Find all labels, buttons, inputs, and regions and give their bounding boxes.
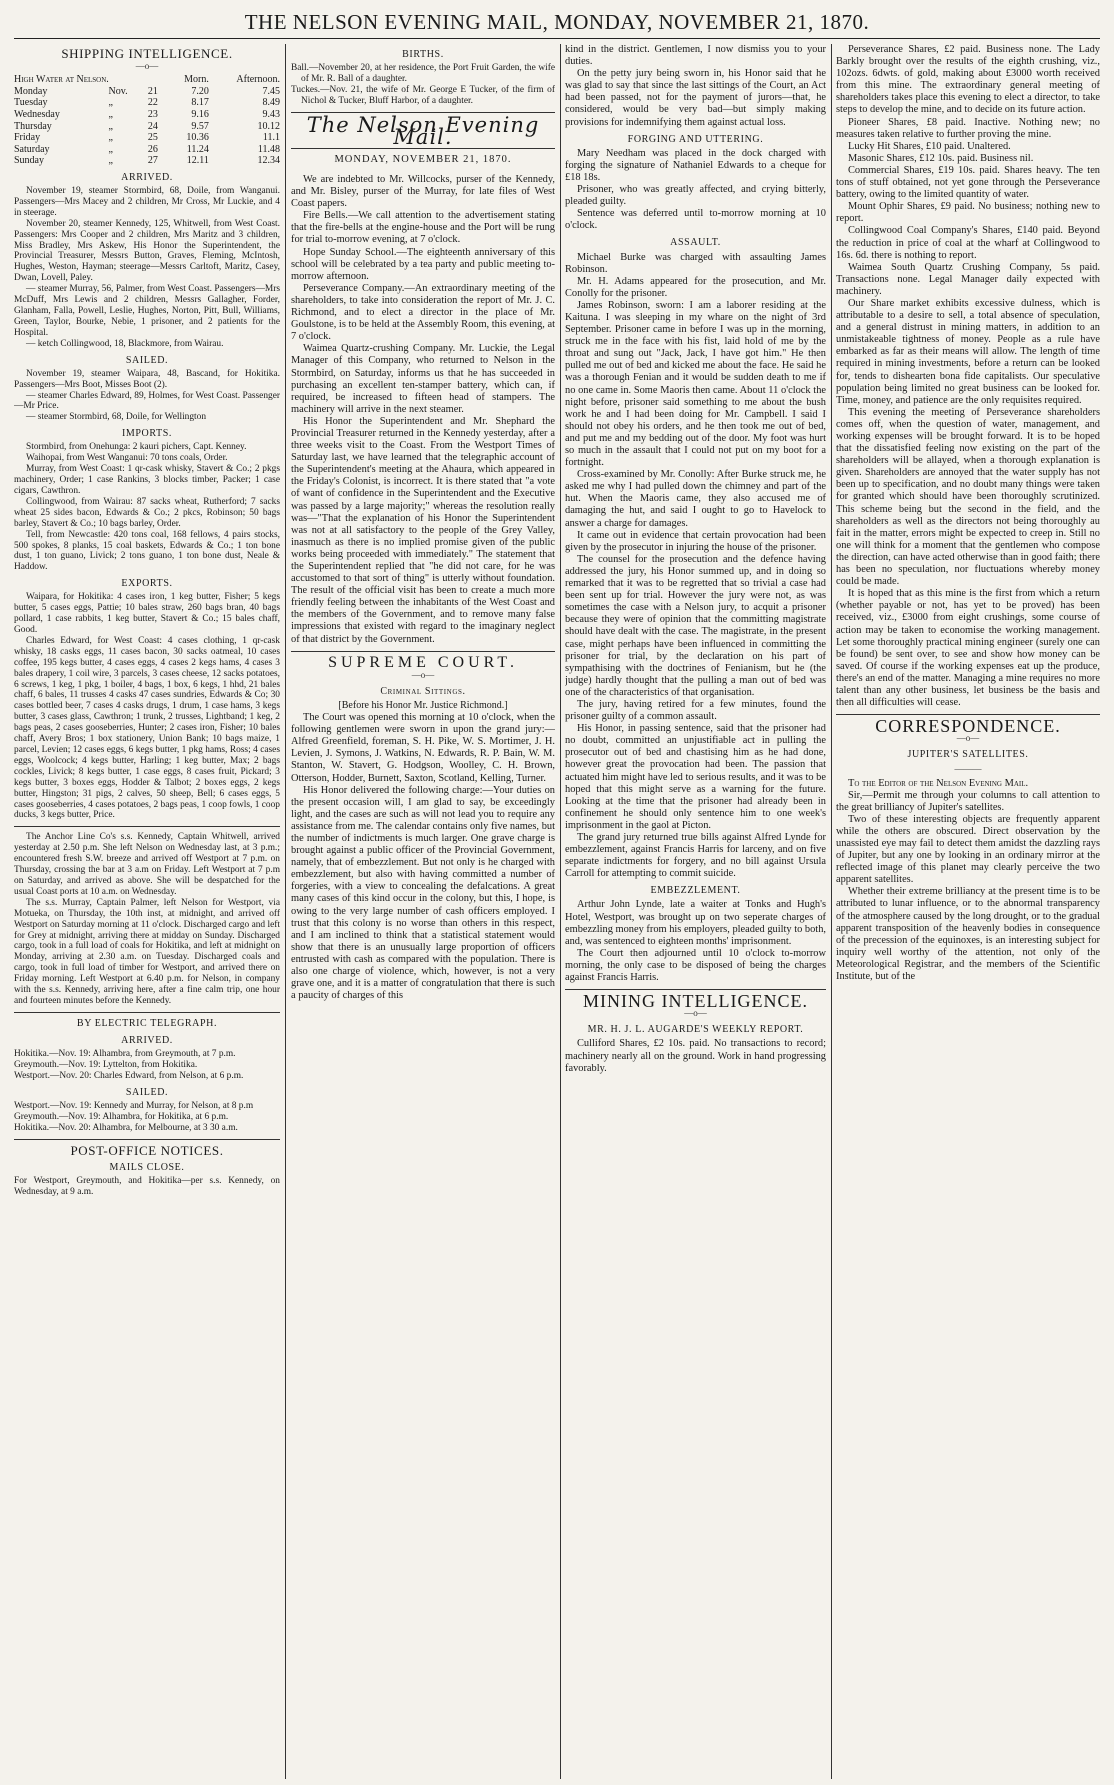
paragraph: Mary Needham was placed in the dock charged with forging the signature of Nathaniel Edwards to a cheque for £18 18s. bbox=[565, 147, 826, 183]
tide-date: 26 bbox=[147, 143, 158, 155]
tide-month: „ bbox=[108, 143, 113, 155]
paragraph: Perseverance Company.—An extraordinary meeting of the shareholders, to take into consideration the report of Mr. J. C. Richmond, and to elect a director in the place of Mr. Goulstone, is to be held at the Assembly Room, this evening, at 7 o'clock. bbox=[291, 282, 555, 343]
court-paragraphs bbox=[291, 712, 555, 1002]
list-item: Westport.—Nov. 19: Kennedy and Murray, for Nelson, at 8 p.m bbox=[14, 1100, 254, 1111]
tide-row bbox=[14, 97, 280, 109]
paragraph: It is hoped that as this mine is the first from which a return (whether payable or not, has yet to be proved) has been received, viz., £3000 from eight crushings, some course of action may be taken to economise the working management. Let some thoroughly practical mining engineer (surely one can be found) be sent over, to see and show how money can be saved. Of course if the working expenses eat up the produce, there's an end of the matter. Managing a mine requires no more talent than any other business, let business be the basis and then all difficulties will cease. bbox=[836, 588, 1100, 709]
tide-morn: 8.17 bbox=[191, 97, 209, 109]
list-item: Waihopai, from West Wanganui: 70 tons coals, Order. bbox=[26, 453, 228, 464]
ornament-divider: —o— bbox=[411, 669, 435, 680]
list-item: The Anchor Line Co's s.s. Kennedy, Captain Whitwell, arrived yesterday at 2.50 p.m. She left Nelson on Wednesday last, at 3 p.m.; encountered fresh S.W. breeze and arrived off Westport at 7 p.m. on Thursday, crossing the bar at 3 a.m on Friday. Left Westport at 7 p.m on Saturday, and arrived as above. She will be despatched for the usual Coast ports at 10 a.m. on Wednesday. bbox=[14, 832, 280, 897]
post-office-heading: POST-OFFICE NOTICES. bbox=[70, 1142, 224, 1158]
tide-date: 22 bbox=[147, 97, 158, 109]
tide-aft: 9.43 bbox=[262, 108, 280, 120]
exports-heading: EXPORTS. bbox=[121, 578, 173, 590]
tide-row bbox=[14, 121, 280, 133]
masthead-title: THE NELSON EVENING MAIL, MONDAY, NOVEMBER 21, 1870. bbox=[244, 10, 870, 34]
telegraph-heading: BY ELECTRIC TELEGRAPH. bbox=[76, 1017, 218, 1029]
tide-row bbox=[14, 144, 280, 156]
paragraph: Mount Ophir Shares, £9 paid. No business; nothing new to report. bbox=[836, 201, 1100, 225]
paragraph: This evening the meeting of Perseverance shareholders comes off, when the question of water, management, and working expenses will be brought forward. It is to be hoped that the dissatisfied feeling now existing on the part of the shareholders will be allayed, when a thorough explanation is given. Shareholders are annoyed that the water supply has not been up to specification, and no doubt many things were taken for granted which should have been thoroughly scrutinized. This scheme being but the second in the field, and the shareholders as well as the directors not being thoroughly au fait in the matter, errors might be expected to creep in. Still no one will think for a moment that the gentlemen who compose the direction, can have acted otherwise than in good faith; there has been no speculation, nor fluctuations whereby money could be made. bbox=[836, 406, 1100, 588]
shipping-heading: SHIPPING INTELLIGENCE. bbox=[61, 46, 233, 61]
forging-heading: FORGING AND UTTERING. bbox=[627, 133, 764, 145]
paper-nameplate: The Nelson Evening Mail. bbox=[306, 112, 540, 149]
list-item: Collingwood, from Wairau: 87 sacks wheat, Rutherford; 7 sacks wheat 25 sides bacon, Edwards & Co.; 2 pkcs, Robinson; 50 bags barley, Stavert & Co.; 10 bags barley, Order. bbox=[14, 496, 280, 529]
paragraph: Hope Sunday School.—The eighteenth anniversary of this school will be celebrated by a tea party and public meeting to-morrow afternoon. bbox=[291, 246, 555, 282]
masthead bbox=[0, 0, 1114, 40]
list-item: — steamer Stormbird, 68, Doile, for Wellington bbox=[26, 412, 207, 423]
section-rule bbox=[836, 714, 1100, 715]
list-item: The s.s. Murray, Captain Palmer, left Nelson for Westport, via Motueka, on Thursday, the 10th inst, at midnight, and arrived off Westport on Saturday morning at 11 o'clock. Discharged cargo and left for Grey at midnight, arriving there at midday on Sunday. Discharged cargo, took in a full load of coals for Hokitika, and left at midnight on Monday, arriving at 2.30 a.m. on Tuesday. Discharged coals and cargo, took in full load of timber for Westport, and arrived there on Friday morning. Left Westport at 6.40 p.m. for Nelson, in company with the s.s. Kennedy, arriving here, after a fine calm trip, one hour and fourteen minutes before the Kennedy. bbox=[14, 897, 280, 1006]
list-item: — steamer Murray, 56, Palmer, from West Coast. Passengers—Mrs McDuff, Mrs Lewis and 2 children, Messrs Gallagher, Forder, Glanham, Falla, Powell, Leslie, Hughes, Norton, Pitt, Bull, Williams, Green, Taylor, Bourke, Nebie, 1 prisoner, and 2 patients for the Hospital. bbox=[14, 284, 280, 338]
column-divider bbox=[285, 44, 286, 1779]
tide-morn: 12.11 bbox=[186, 155, 209, 167]
list-item: Tuckes.—Nov. 21, the wife of Mr. George E Tucker, of the firm of Nichol & Tucker, Bluff Harbor, of a daughter. bbox=[291, 84, 555, 106]
paragraph: Fire Bells.—We call attention to the advertisement stating that the fire-bells at the engine-house and the Port will be rung for trial to-morrow evening, at 7 o'clock. bbox=[291, 210, 555, 246]
tide-row bbox=[14, 109, 280, 121]
tide-aft: 11.48 bbox=[257, 143, 280, 155]
paragraph: The jury, having retired for a few minutes, found the prisoner guilty of a common assault. bbox=[565, 698, 826, 723]
list-item: Greymouth.—Nov. 19: Alhambra, for Hokitika, at 6 p.m. bbox=[14, 1111, 229, 1122]
list-item: Waipara, for Hokitika: 4 cases iron, 1 keg butter, Fisher; 5 kegs butter, 5 cases eggs, Pattie; 10 bales straw, 260 bags bran, 40 bags pollard, 1 case rabbits, 1 keg butter, Stavert & Co.; 15 bales chaff, Good. bbox=[14, 592, 280, 636]
tide-month: „ bbox=[108, 97, 113, 109]
paragraph: Culliford Shares, £2 10s. paid. No transactions to record; machinery nearly all on the ground. Work in hand progressing favorably. bbox=[565, 1038, 826, 1074]
shipping-notices bbox=[14, 832, 280, 1007]
tide-day: Saturday bbox=[14, 143, 50, 155]
tide-col-afternoon: Afternoon. bbox=[236, 74, 280, 86]
arrived-list bbox=[14, 186, 280, 350]
paragraph: Our Share market exhibits excessive dulness, which is attributable to a desire to sell, a total absence of speculation, and a general distrust in mining matters, in addition to an unmistakeable tightness of money. People as a rule have embarked as far as their means will allow. The length of time required in mining investments, before a return can be looked for, tends to dishearten bona fide capitalists. Our speculative population being limited no great business can be looked for. Time, money, and patience are the only requisites required. bbox=[836, 297, 1100, 406]
tide-month: „ bbox=[108, 155, 113, 167]
tide-day: Sunday bbox=[14, 155, 44, 167]
column-2 bbox=[291, 44, 555, 1781]
tide-date: 25 bbox=[147, 132, 158, 144]
tide-col-morn: Morn. bbox=[184, 74, 209, 86]
tide-date: 21 bbox=[147, 85, 158, 97]
paragraph: Lucky Hit Shares, £10 paid. Unaltered. bbox=[848, 140, 1011, 152]
paragraph: Commercial Shares, £19 10s. paid. Shares heavy. The ten tons of stuff obtained, not yet gone through the Perseverance battery, owing to the limited quantity of water. bbox=[836, 164, 1100, 201]
telegraph-sailed-list bbox=[14, 1101, 280, 1134]
list-item: November 20, steamer Kennedy, 125, Whitwell, from West Coast. Passengers: Mrs Cooper and 2 children, Mrs Maritz and 3 children, Miss Bradley, Mrs Askew, His Honor the Superintendent, the Provincial Treasurer, Messrs Button, Graves, Fleming, McIntosh, Hughes, Weston, Hayman; steerage—Messrs Carltoft, Maritz, Casey, Dwan, Lovell, Paley. bbox=[14, 218, 280, 284]
paragraph: The grand jury returned true bills against Alfred Lynde for embezzlement, against Francis Harris for larceny, and on five separate indictments for forgery, and no bill against Ursula Carroll for attempting to commit suicide. bbox=[565, 832, 826, 880]
tide-day: Wednesday bbox=[14, 108, 60, 120]
paragraph: Perseverance Shares, £2 paid. Business none. The Lady Barkly brought over the results of the eighth crushing, viz., 102ozs. 6dwts. of gold, making about £3000 worth received from this mine. The extraordinary general meeting of shareholders takes place this evening to elect a director, to take steps to develop the mine, and to decide on its future action. bbox=[836, 44, 1100, 116]
paragraph: The Court was opened this morning at 10 o'clock, when the following gentlemen were sworn in upon the grand jury:—Alfred Greenfield, foreman, S. H. Pike, W. S. Mortimer, J. H. Levien, J. Symons, J. Watkins, N. Edwards, R. P. Bain, W. M. Stanton, W. Stavert, G. Hodgson, Woolley, C. H. Brown, Otterson, Hodder, Burnett, Saxton, Scotland, Kelling, Turner. bbox=[291, 712, 555, 784]
list-item: Charles Edward, for West Coast: 4 cases clothing, 1 qr-cask whisky, 18 casks eggs, 11 cases bacon, 30 sacks oatmeal, 10 cases coffee, 195 kegs butter, 4 cases eggs, 4 cases 2 kegs hams, 4 cases 3 bales drapery, 1 coil wire, 3 parcels, 3 cases cheese, 12 sacks potatoes, 6 screws, 1 keg, 1 pkg, 1 boiler, 4 bags, 1 box, 6 kegs, 1 hhd, 21 bales chaff, 6 bales, 11 trusses 4 casks 47 cases sundries, Edwards & Co; 30 cases bottled beer, 7 cases 4 casks drugs, 1 drum, 1 case hams, 3 kegs butter, 3 cases glass, Cawthron; 1 trunk, 2 trusses, Lightband; 1 keg, 2 bags peas, 2 cases gooseberries, Hunter; 2 cases iron, Fisher; 10 bales chaff, Avery Bros; 1 box stationery, Union Bank; 10 bags maize, 1 parcel, Levien; 12 cases eggs, 6 kegs butter, 1 pkg hams, Ross; 4 cases eggs, Woolcock; 4 kegs butter, Harling; 1 keg butter, Max; 2 bags cockles, Livick; 8 kegs butter, 1 case eggs, 8 cases fruit, Pickard; 3 kegs butter, 3 boxes eggs, Hodder & Talbot; 2 boxes eggs, 2 kegs butter, Hingston; 31 pigs, 2 calves, 50 sheep, Bell; 6 cases eggs, 5 cases gooseberries, 4 cases potatoes, 2 bags peas, 1 coop fowls, 1 coop ducks, 3 kegs butter, Price. bbox=[14, 635, 280, 821]
embezzlement-heading: EMBEZZLEMENT. bbox=[650, 885, 741, 897]
list-item: Greymouth.—Nov. 19: Lyttelton, from Hokitika. bbox=[14, 1059, 198, 1070]
imports-heading: IMPORTS. bbox=[121, 428, 173, 440]
tide-row bbox=[14, 132, 280, 144]
tide-aft: 8.49 bbox=[262, 97, 280, 109]
tide-month: Nov. bbox=[108, 85, 128, 97]
paragraph: Pioneer Shares, £8 paid. Inactive. Nothing new; no measures taken relative to further proving the mine. bbox=[836, 116, 1100, 140]
tide-day: Friday bbox=[14, 132, 41, 144]
tide-morn: 7.20 bbox=[191, 85, 209, 97]
ornament-divider: —o— bbox=[135, 61, 159, 72]
correspondence-subheading: JUPITER'S SATELLITES. bbox=[907, 749, 1029, 761]
tide-row bbox=[14, 155, 280, 167]
list-item: Westport.—Nov. 20: Charles Edward, from Nelson, at 6 p.m. bbox=[14, 1070, 244, 1081]
tide-morn: 9.57 bbox=[191, 120, 209, 132]
mails-close-heading: MAILS CLOSE. bbox=[109, 1161, 185, 1173]
list-item: Murray, from West Coast: 1 qr-cask whisky, Stavert & Co.; 2 pkgs machinery, Order; 1 case Rankins, 3 blocks timber, Packer; 1 case cigars, Cawthron. bbox=[14, 464, 280, 496]
criminal-sittings-heading: Criminal Sittings. bbox=[380, 685, 466, 697]
masthead-rule bbox=[14, 38, 1100, 39]
list-item: November 19, steamer Stormbird, 68, Doile, from Wanganui. Passengers—Mrs Macey and 2 children, Mr Cross, Mr Luckie, and 4 in steerage. bbox=[14, 186, 280, 218]
tide-header-row bbox=[14, 74, 280, 86]
assault-heading: ASSAULT. bbox=[670, 237, 721, 249]
sailed-list bbox=[14, 369, 280, 424]
tide-morn: 11.24 bbox=[186, 143, 209, 155]
paragraph: His Honor delivered the following charge:—Your duties on the present occasion will, I am glad to say, be exceedingly light, and the cases are such as will not lead you to require any assistance from me. The calendar contains only five names, but the number of indictments is much larger. One grave charge is brought against a public officer of the Provincial Government, namely, that of embezzlement. But not only is he charged with embezzlement, but also with having committed a number of forgeries, with a view to concealing the defalcations. A great many cases of this kind occur in the colony, but this, I hope, is owing to the very large number of cash officers employed. I trust that this colony is no worse than others in this respect, and I am inclined to think that a statistical statement would show that there is an unusually large proportion of officers entrusted with cash as compared with the population. There is also one charge of violence, which, however, is not a very grave one, and it is a matter of congratulation that there is such a paucity of charges of this bbox=[291, 784, 555, 1002]
tide-aft: 11.1 bbox=[262, 132, 280, 144]
tide-aft: 12.34 bbox=[257, 155, 280, 167]
list-item: Hokitika.—Nov. 20: Alhambra, for Melbourne, at 3 30 a.m. bbox=[14, 1122, 238, 1133]
births-list bbox=[291, 63, 555, 107]
paragraph: James Robinson, sworn: I am a laborer residing at the Kaituna. I was sleeping in my whare on the night of 3rd September. Prisoner came in before I was up in the morning, struck me in the face with his fist, laid hold of me by the throat and sung out "Jack, Jack, I have got him." He then pulled me out of bed and kicked me about the face. He said he was a thorough Fenian and it would be sudden death to me if no one came in. Some Maoris then came. About 11 o'clock the night before, prisoner said something to me about the bush work he and I had been doing for Mr. Campbell. I said I should not obey his orders, and he then took me out of bed, and put me and my bedding out of the door. My foot was hurt so much in the assault that I could not put on my boot for a fortnight. bbox=[565, 299, 826, 469]
telegraph-arrived-list bbox=[14, 1049, 280, 1082]
supreme-court-heading: SUPREME COURT. bbox=[328, 653, 518, 671]
leader-date: MONDAY, NOVEMBER 21, 1870. bbox=[334, 153, 512, 165]
paragraph: Sir,—Permit me through your columns to call attention to the great brilliancy of Jupiter's satellites. bbox=[836, 789, 1100, 813]
list-item: Hokitika.—Nov. 19: Alhambra, from Greymouth, at 7 p.m. bbox=[14, 1049, 236, 1060]
paragraph: Cross-examined by Mr. Conolly: After Burke struck me, he asked me why I had pulled down the chimney and part of the hut. When the Maoris came, they also accused me of damaging the hut, and said I ought to go to Havelock to answer a charge for damages. bbox=[565, 469, 826, 529]
paragraph: Whether their extreme brilliancy at the present time is to be attributed to lunar influence, or to the abnormal transparency of the atmosphere caused by the long drought, or to the gradual apparent transposition of the heavenly bodies in consequence of the precession of the equinoxes, is an interesting subject for inquiry well worthy of the attention, not only of the Meteorological Registrar, and the members of the Scientific Institute, but of the bbox=[836, 886, 1100, 983]
leader-paragraphs bbox=[291, 174, 555, 646]
tide-month: „ bbox=[108, 108, 113, 120]
tide-morn: 10.36 bbox=[186, 132, 209, 144]
paragraph: We are indebted to Mr. Willcocks, purser of the Kennedy, and Mr. Bisley, purser of the Murray, for late files of West Coast papers. bbox=[291, 174, 555, 210]
tide-heading: High Water at Nelson. bbox=[14, 74, 109, 86]
paragraph: On the petty jury being sworn in, his Honor said that he was glad to say that since the last sittings of the Court, an Act had been passed, not for the payment of jurors—that, he considered, would be very bad—but simply making provisions for indemnifying them against actual loss. bbox=[565, 68, 826, 128]
correspondence-heading: CORRESPONDENCE. bbox=[875, 716, 1061, 737]
paragraph: Masonic Shares, £12 10s. paid. Business nil. bbox=[848, 152, 1034, 164]
paragraph: His Honor the Superintendent and Mr. Shephard the Provincial Treasurer returned in the Kennedy yesterday, after a three weeks visit to the Coast. From the Westport Times of Saturday last, we have learned that the telegraphic account of the Superintendent's meeting at the Ahaura, which appeared in the Friday's Colonist, is incorrect. It is there stated that "a vote of want of confidence in the Superintendent and the Executive was passed by a large majority;" whereas the resolution really was—"That the explanation of his Honor the Superintendent was not at all satisfactory to the people of the Grey Valley, inasmuch as there is no implied promise given of the public works being proceeded with immediately." The statement that the Superintendent replied that "he did not care, for he was accustomed to that sort of thing" is utterly without foundation. The result of the official visit has been to create a much more friendly feeling between the inhabitants of the West Coast and the members of the Government, and to remove many false impressions that existed with regard to the imaginary neglect of that district by the Government. bbox=[291, 415, 555, 645]
tide-day: Tuesday bbox=[14, 97, 48, 109]
section-rule bbox=[565, 989, 826, 990]
sailed-heading: SAILED. bbox=[125, 354, 169, 366]
list-item: Ball.—November 20, at her residence, the Port Fruit Garden, the wife of Mr. R. Ball of a daughter. bbox=[291, 63, 555, 84]
paragraph: Michael Burke was charged with assaulting James Robinson. bbox=[565, 251, 826, 275]
tide-row bbox=[14, 86, 280, 98]
paragraph: Two of these interesting objects are frequently apparent while the others are obscured. Direct observation by the unassisted eye may fail to detect them amidst the dazzling rays of Jupiter, but any one by looking in an ordinary mirror at the reflected image of this planet may clearly perceive the two apparent satellites. bbox=[836, 813, 1100, 886]
column-divider bbox=[831, 44, 832, 1779]
mining-report-heading: MR. H. J. L. AUGARDE'S WEEKLY REPORT. bbox=[587, 1024, 804, 1036]
ornament-divider: ——— bbox=[954, 764, 982, 775]
exports-list bbox=[14, 592, 280, 821]
column-4 bbox=[836, 44, 1100, 1781]
post-office-text: For Westport, Greymouth, and Hokitika—per s.s. Kennedy, on Wednesday, at 9 a.m. bbox=[14, 1175, 280, 1197]
tide-aft: 7.45 bbox=[262, 85, 280, 97]
column-1 bbox=[14, 44, 280, 1781]
arrived-heading: ARRIVED. bbox=[121, 171, 173, 183]
column-3 bbox=[565, 44, 826, 1781]
paragraph: The Court then adjourned until 10 o'clock to-morrow morning, the only case to be disposed of being the charges against Francis Harris. bbox=[565, 947, 826, 984]
section-rule bbox=[14, 826, 280, 827]
tide-date: 24 bbox=[147, 120, 158, 132]
tide-date: 27 bbox=[147, 155, 158, 167]
imports-list bbox=[14, 442, 280, 573]
paragraph: Mr. H. Adams appeared for the prosecution, and Mr. Conolly for the prisoner. bbox=[565, 275, 826, 299]
tide-aft: 10.12 bbox=[257, 120, 280, 132]
paragraph: The counsel for the prosecution and the defence having addressed the jury, his Honor summed up, and in doing so remarked that it was to be regretted that so trivial a case had been sent up for trial. However the jury were not, as was sometimes the case with a Nelson jury, to acquit a prisoner because they were of opinion that the committing magistrate should have dealt with the case. The magistrate, in the present case, might perhaps have been influenced in committing the prisoner for trial, by the declaration on his part of sympathising with the doctrines of Fenianism, but he (the judge) hardly thought that the pulling a man out of bed was one of the characteristics of that organisation. bbox=[565, 553, 826, 698]
tide-date: 23 bbox=[147, 108, 158, 120]
court-bracket: [Before his Honor Mr. Justice Richmond.] bbox=[338, 699, 508, 711]
tide-day: Thursday bbox=[14, 120, 52, 132]
list-item: November 19, steamer Waipara, 48, Bascand, for Hokitika. Passengers—Mrs Boot, Misses Boot (2). bbox=[14, 368, 280, 390]
paragraph: Collingwood Coal Company's Shares, £140 paid. Beyond the reduction in price of coal at the wharf at Collingwood to 16s. 6d. there is nothing to report. bbox=[836, 225, 1100, 261]
list-item: — ketch Collingwood, 18, Blackmore, from Wairau. bbox=[26, 338, 224, 349]
ornament-divider: —o— bbox=[684, 1008, 707, 1019]
section-rule bbox=[14, 1012, 280, 1013]
paragraph: Sentence was deferred until to-morrow morning at 10 o'clock. bbox=[565, 208, 826, 232]
list-item: Tell, from Newcastle: 420 tons coal, 168 fellows, 4 pairs stocks, 500 spokes, 8 planks, 15 coal baskets, Edwards & Co.; 1 ton bone dust, 1 ton guano, Livick; 2 tons guano, 1 ton bone dust, Neale & Haddow. bbox=[14, 529, 280, 573]
ornament-divider: —o— bbox=[956, 733, 980, 744]
paragraph: Arthur John Lynde, late a waiter at Tonks and Hugh's Hotel, Westport, was brought up on two seperate charges of embezzling money from his employers, pleaded guilty to both, and, was sentenced to eighteen months' imprisonment. bbox=[565, 899, 826, 947]
column-divider bbox=[560, 44, 561, 1779]
telegraph-sailed-heading: SAILED. bbox=[125, 1086, 169, 1098]
correspondence-to: To the Editor of the Nelson Evening Mail. bbox=[848, 777, 1029, 789]
section-rule bbox=[291, 651, 555, 652]
paragraph: Prisoner, who was greatly affected, and crying bitterly, pleaded guilty. bbox=[565, 184, 826, 208]
tide-month: „ bbox=[108, 120, 113, 132]
tide-table bbox=[14, 74, 280, 167]
tide-month: „ bbox=[108, 132, 113, 144]
paragraph: It came out in evidence that certain provocation had been given by the prosecutor in injuring the house of the prisoner. bbox=[565, 529, 826, 553]
telegraph-arrived-heading: ARRIVED. bbox=[121, 1034, 173, 1046]
tide-morn: 9.16 bbox=[191, 108, 209, 120]
paragraph: Waimea Quartz-crushing Company. Mr. Luckie, the Legal Manager of this Company, who returned to Nelson in the Stormbird, on Saturday, informs us that he has succeeded in purchasing an excellent ten-stamper battery, which can, if required, be increased to fifteen head of stampers. The machinery will arrive in the next steamer. bbox=[291, 343, 555, 415]
paragraph: kind in the district. Gentlemen, I now dismiss you to your duties. bbox=[565, 44, 826, 68]
births-heading: BIRTHS. bbox=[402, 49, 444, 60]
tide-day: Monday bbox=[14, 85, 48, 97]
list-item: — steamer Charles Edward, 89, Holmes, for West Coast. Passenger—Mr Price. bbox=[14, 390, 280, 412]
paragraph: His Honor, in passing sentence, said that the prisoner had no doubt, committed an unjustifiable act in pulling the prosecutor out of bed and chastising him as he had done, however great the provocation had been. The passion that actuated him might have led to serious results, and it was to be hoped that this might serve as a warning for the future. Looking at the time that the prisoner had already been in confinement he should only sentence him to one week's imprisonment in the gaol at Picton. bbox=[565, 723, 826, 831]
list-item: Stormbird, from Onehunga: 2 kauri pichers, Capt. Kenney. bbox=[26, 442, 247, 453]
section-rule bbox=[14, 1139, 280, 1140]
paragraph: Waimea South Quartz Crushing Company, 5s paid. Transactions none. Legal Manager daily expected with machinery. bbox=[836, 261, 1100, 297]
mining-heading: MINING INTELLIGENCE. bbox=[583, 991, 808, 1012]
